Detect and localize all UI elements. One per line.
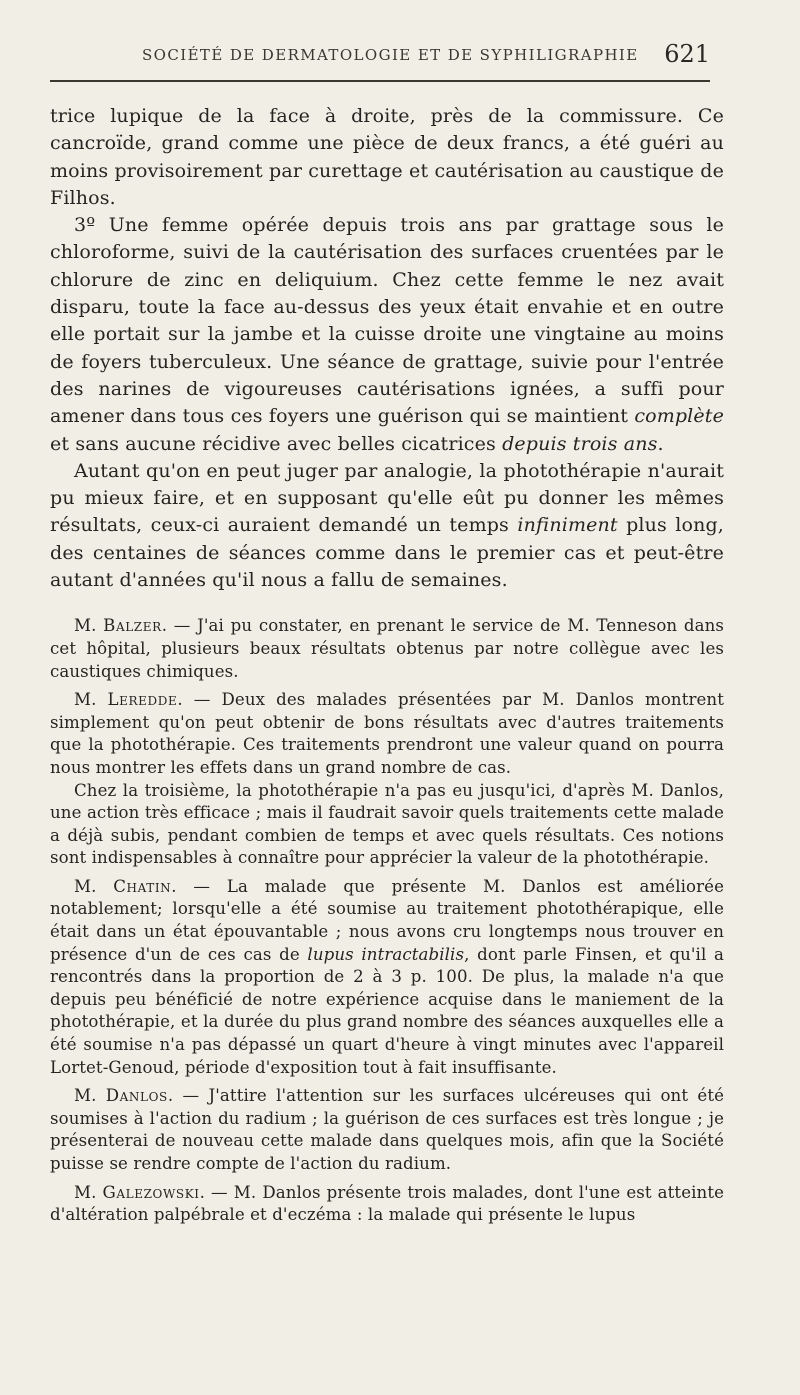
page-header (50, 40, 710, 82)
speaker-name: Danlos (105, 1086, 168, 1106)
emphasis: complète (634, 405, 724, 428)
title-prefix: M. (74, 616, 104, 636)
discussion-paragraph (50, 1182, 724, 1227)
paragraph (50, 458, 724, 594)
paragraph-text: et sans aucune récidive avec belles cicatrices (50, 432, 503, 455)
main-text (50, 103, 724, 594)
paragraph-text: . — J'ai pu constater, en prenant le service de M. Tenneson dans cet hôpital, plusieurs beaux résultats obtenus par notre collègue avec les caustiques chimiques. (50, 616, 724, 681)
paragraph-text: . (657, 432, 664, 455)
discussion-paragraph (50, 689, 724, 779)
discussion-paragraph (50, 780, 724, 870)
paragraph-text: Chez la troisième, la photothérapie n'a pas eu jusqu'ici, d'après M. Danlos, une action très efficace ; mais il faudrait savoir quels traitements cette malade a déjà subis, pendant combien de temps et avec quels résultats. Ces notions sont indispensables à connaître pour apprécier la valeur de la photothérapie. (50, 780, 724, 868)
running-title: SOCIÉTÉ DE DERMATOLOGIE ET DE SYPHILIGRAPHIE (142, 46, 639, 64)
paragraph-text: , dont parle Finsen, et qu'il a rencontrés dans la proportion de 2 à 3 p. 100. De plus, la malade n'a que depuis peu bénéficié de notre expérience acquise dans le maniement de la photothérapie, et la durée du plus grand nombre des séances auxquelles elle a été soumise n'a pas dépassé un quart d'heure à vingt minutes avec l'appareil Lortet-Genoud, période d'exposition tout à fait insuffisante. (50, 944, 724, 1077)
title-prefix: M. (74, 876, 114, 896)
emphasis: depuis trois ans (502, 432, 658, 455)
discussion-paragraph (50, 1085, 724, 1175)
page-number: 621 (664, 40, 710, 68)
paragraph (50, 103, 724, 212)
title-prefix: M. (74, 1182, 103, 1202)
paragraph-text: trice lupique de la face à droite, près de la commissure. Ce cancroïde, grand comme une pièce de deux francs, a été guéri au moins provisoirement par curettage et cautérisation au caustique de Filhos. (50, 105, 724, 209)
page-body (50, 103, 724, 1227)
paragraph-text: plus long, des centaines de séances comme dans le premier cas et peut-être autant d'années qu'il nous a fallu de semaines. (50, 514, 724, 592)
paragraph-text: . — La malade que présente M. Danlos est améliorée notablement; lorsqu'elle a été soumise au traitement photothérapique, elle était dans un état épouvantable ; nous avons cru longtemps nous trouver en présence d'un de ces cas de (50, 876, 724, 964)
paragraph-text: . — Deux des malades présentées par M. Danlos montrent simplement qu'on peut obtenir de bons résultats avec d'autres traitements que la photothérapie. Ces traitements prendront une valeur quand on pourra nous montrer les effets dans un grand nombre de cas. (50, 690, 724, 777)
paragraph-text: . — M. Danlos présente trois malades, dont l'une est atteinte d'altération palpébrale et d'eczéma : la malade qui présente le lupus (50, 1182, 725, 1225)
title-prefix: M. (74, 1086, 106, 1106)
discussion-paragraph (50, 876, 724, 1079)
discussion-paragraph (50, 615, 724, 683)
speaker-name: Leredde (107, 690, 178, 710)
speaker-name: Galezowski (102, 1182, 200, 1202)
paragraph-text: Autant qu'on en peut juger par analogie, la photothérapie n'aurait pu mieux faire, et en supposant qu'elle eût pu donner les mêmes résultats, ceux-ci auraient demandé un temps (50, 459, 724, 537)
paragraph-text: . — J'attire l'attention sur les surfaces ulcéreuses qui ont été soumises à l'action du radium ; la guérison de ces surfaces est très longue ; je présenterai de nouveau cette malade dans quelques mois, afin que la Société puisse se rendre compte de l'action du radium. (50, 1086, 725, 1173)
emphasis: lupus intractabilis (307, 944, 465, 964)
emphasis: infiniment (517, 514, 618, 537)
discussion (50, 615, 724, 1226)
title-prefix: M. (74, 690, 108, 710)
speaker-name: Chatin (113, 876, 172, 896)
speaker-name: Balzer (103, 616, 162, 636)
paragraph (50, 212, 724, 458)
paragraph-text: 3º Une femme opérée depuis trois ans par grattage sous le chloroforme, suivi de la cautérisation des surfaces cruentées par le chlorure de zinc en deliquium. Chez cette femme le nez avait disparu, toute la face au-dessus des yeux était envahie et en outre elle portait sur la jambe et la cuisse droite une vingtaine au moins de foyers tuberculeux. Une séance de grattage, suivie pour l'entrée des narines de vigoureuses cautérisations ignées, a suffi pour amener dans tous ces foyers une guérison qui se maintient (50, 214, 724, 428)
